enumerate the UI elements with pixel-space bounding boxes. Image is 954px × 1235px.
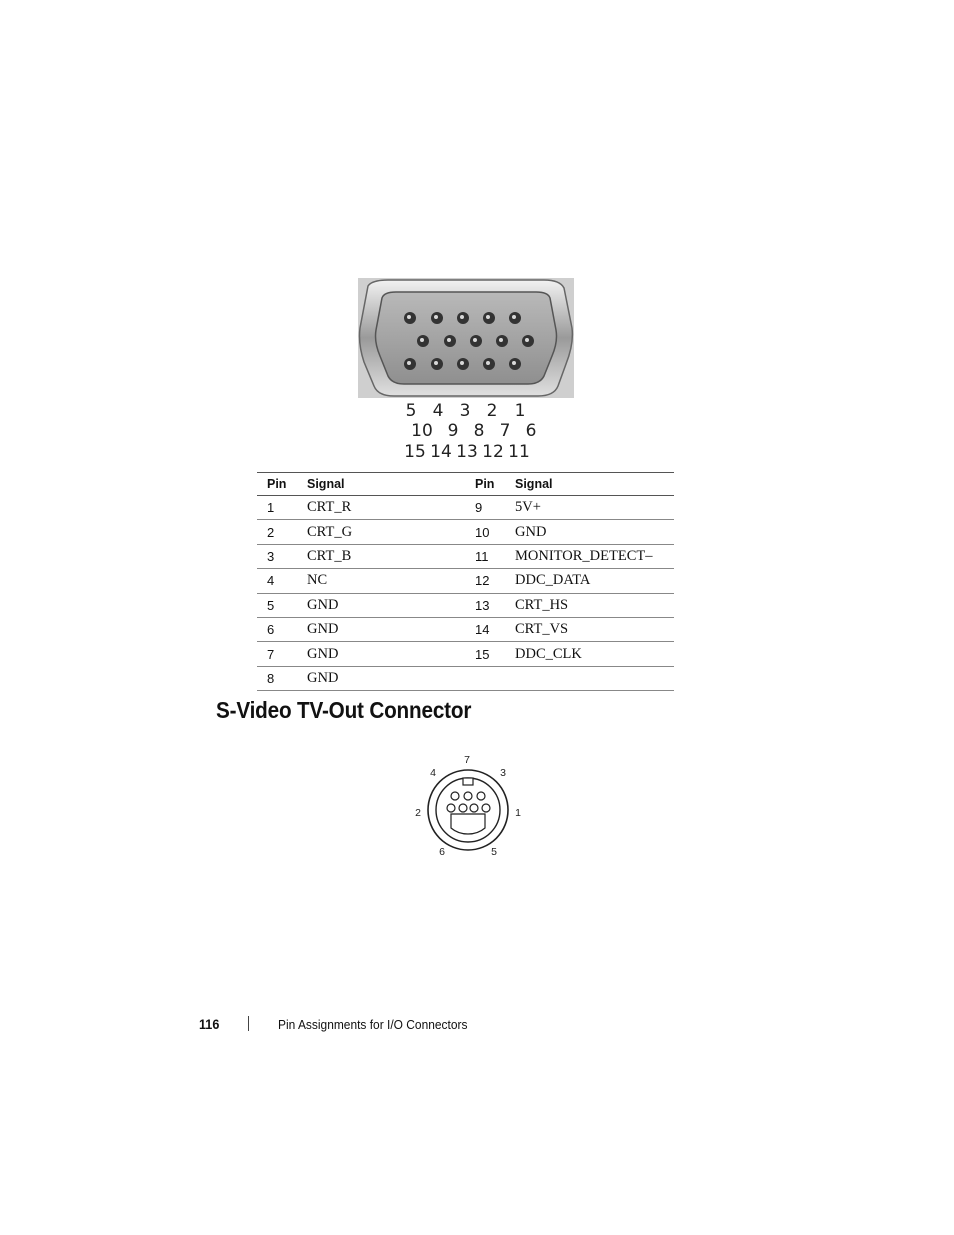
pin-cell: 5 (267, 597, 275, 613)
vga-label: 12 (482, 442, 504, 462)
svideo-label: 1 (515, 807, 521, 819)
table-row (257, 642, 674, 666)
vga-label: 1 (514, 401, 526, 421)
vga-label: 11 (508, 442, 530, 462)
vga-row3-labels (404, 442, 530, 462)
pin-cell: 9 (475, 500, 483, 516)
vga-label: 8 (473, 421, 485, 441)
vga-label: 6 (525, 421, 537, 441)
vga-label: 5 (405, 401, 417, 421)
table-row (257, 520, 674, 544)
page-number: 116 (199, 1016, 220, 1032)
vga-label: 3 (459, 401, 471, 421)
vga-row1-labels (406, 401, 526, 421)
pin-cell: 14 (475, 622, 490, 638)
table-row (257, 617, 674, 641)
column-header-pin: Pin (267, 477, 287, 491)
pin-cell: 12 (475, 573, 490, 589)
vga-pin-table (257, 472, 674, 691)
vga-label: 15 (404, 442, 426, 462)
signal-cell: GND (515, 523, 547, 540)
table-row (257, 666, 674, 690)
vga-row2-labels (411, 421, 536, 441)
signal-cell: CRT_R (307, 499, 352, 516)
svideo-label: 7 (464, 754, 470, 766)
footer-section-title: Pin Assignments for I/O Connectors (278, 1017, 468, 1032)
table-row (257, 593, 674, 617)
signal-cell: CRT_B (307, 547, 352, 564)
pin-cell: 1 (267, 500, 275, 516)
pin-cell: 10 (475, 524, 490, 540)
svideo-label: 4 (430, 767, 436, 779)
signal-cell: CRT_G (307, 523, 353, 540)
pin-cell: 8 (267, 670, 275, 686)
pin-cell: 13 (475, 597, 490, 613)
vga-label: 10 (411, 421, 433, 441)
column-header-signal: Signal (515, 477, 553, 491)
footer-separator (248, 1016, 249, 1031)
signal-cell: NC (307, 572, 328, 589)
svideo-label: 3 (500, 767, 506, 779)
signal-cell: DDC_DATA (515, 572, 591, 589)
pin-cell (475, 666, 515, 690)
section-heading: S-Video TV-Out Connector (216, 697, 472, 723)
signal-cell: GND (307, 596, 339, 613)
pin-cell: 2 (267, 524, 275, 540)
table-row (257, 496, 674, 520)
pin-cell: 3 (267, 548, 275, 564)
table-row (257, 544, 674, 568)
svideo-bottom-key (451, 814, 485, 834)
vga-label: 4 (432, 401, 444, 421)
svideo-connector-figure (408, 748, 528, 860)
vga-label: 9 (447, 421, 459, 441)
signal-cell (515, 666, 674, 690)
pin-cell: 4 (267, 573, 275, 589)
svideo-label: 5 (491, 846, 497, 858)
vga-label: 7 (499, 421, 511, 441)
signal-cell: 5V+ (515, 499, 541, 516)
vga-label: 2 (486, 401, 498, 421)
vga-connector-figure (358, 278, 574, 466)
svideo-top-key (463, 778, 473, 785)
pin-cell: 7 (267, 646, 275, 662)
signal-cell: CRT_VS (515, 621, 569, 638)
signal-cell: CRT_HS (515, 596, 569, 613)
pin-cell: 11 (475, 548, 489, 564)
pin-cell: 15 (475, 646, 490, 662)
svideo-label: 6 (439, 846, 445, 858)
pin-cell: 6 (267, 622, 275, 638)
signal-cell: DDC_CLK (515, 645, 582, 662)
column-header-signal: Signal (307, 477, 345, 491)
vga-label: 13 (456, 442, 478, 462)
column-header-pin: Pin (475, 477, 495, 491)
table-header-row (257, 473, 674, 496)
signal-cell: GND (307, 621, 339, 638)
signal-cell: MONITOR_DETECT– (515, 547, 653, 564)
signal-cell: GND (307, 645, 339, 662)
vga-label: 14 (430, 442, 452, 462)
signal-cell: GND (307, 669, 339, 686)
table-row (257, 569, 674, 593)
svideo-label: 2 (415, 807, 421, 819)
